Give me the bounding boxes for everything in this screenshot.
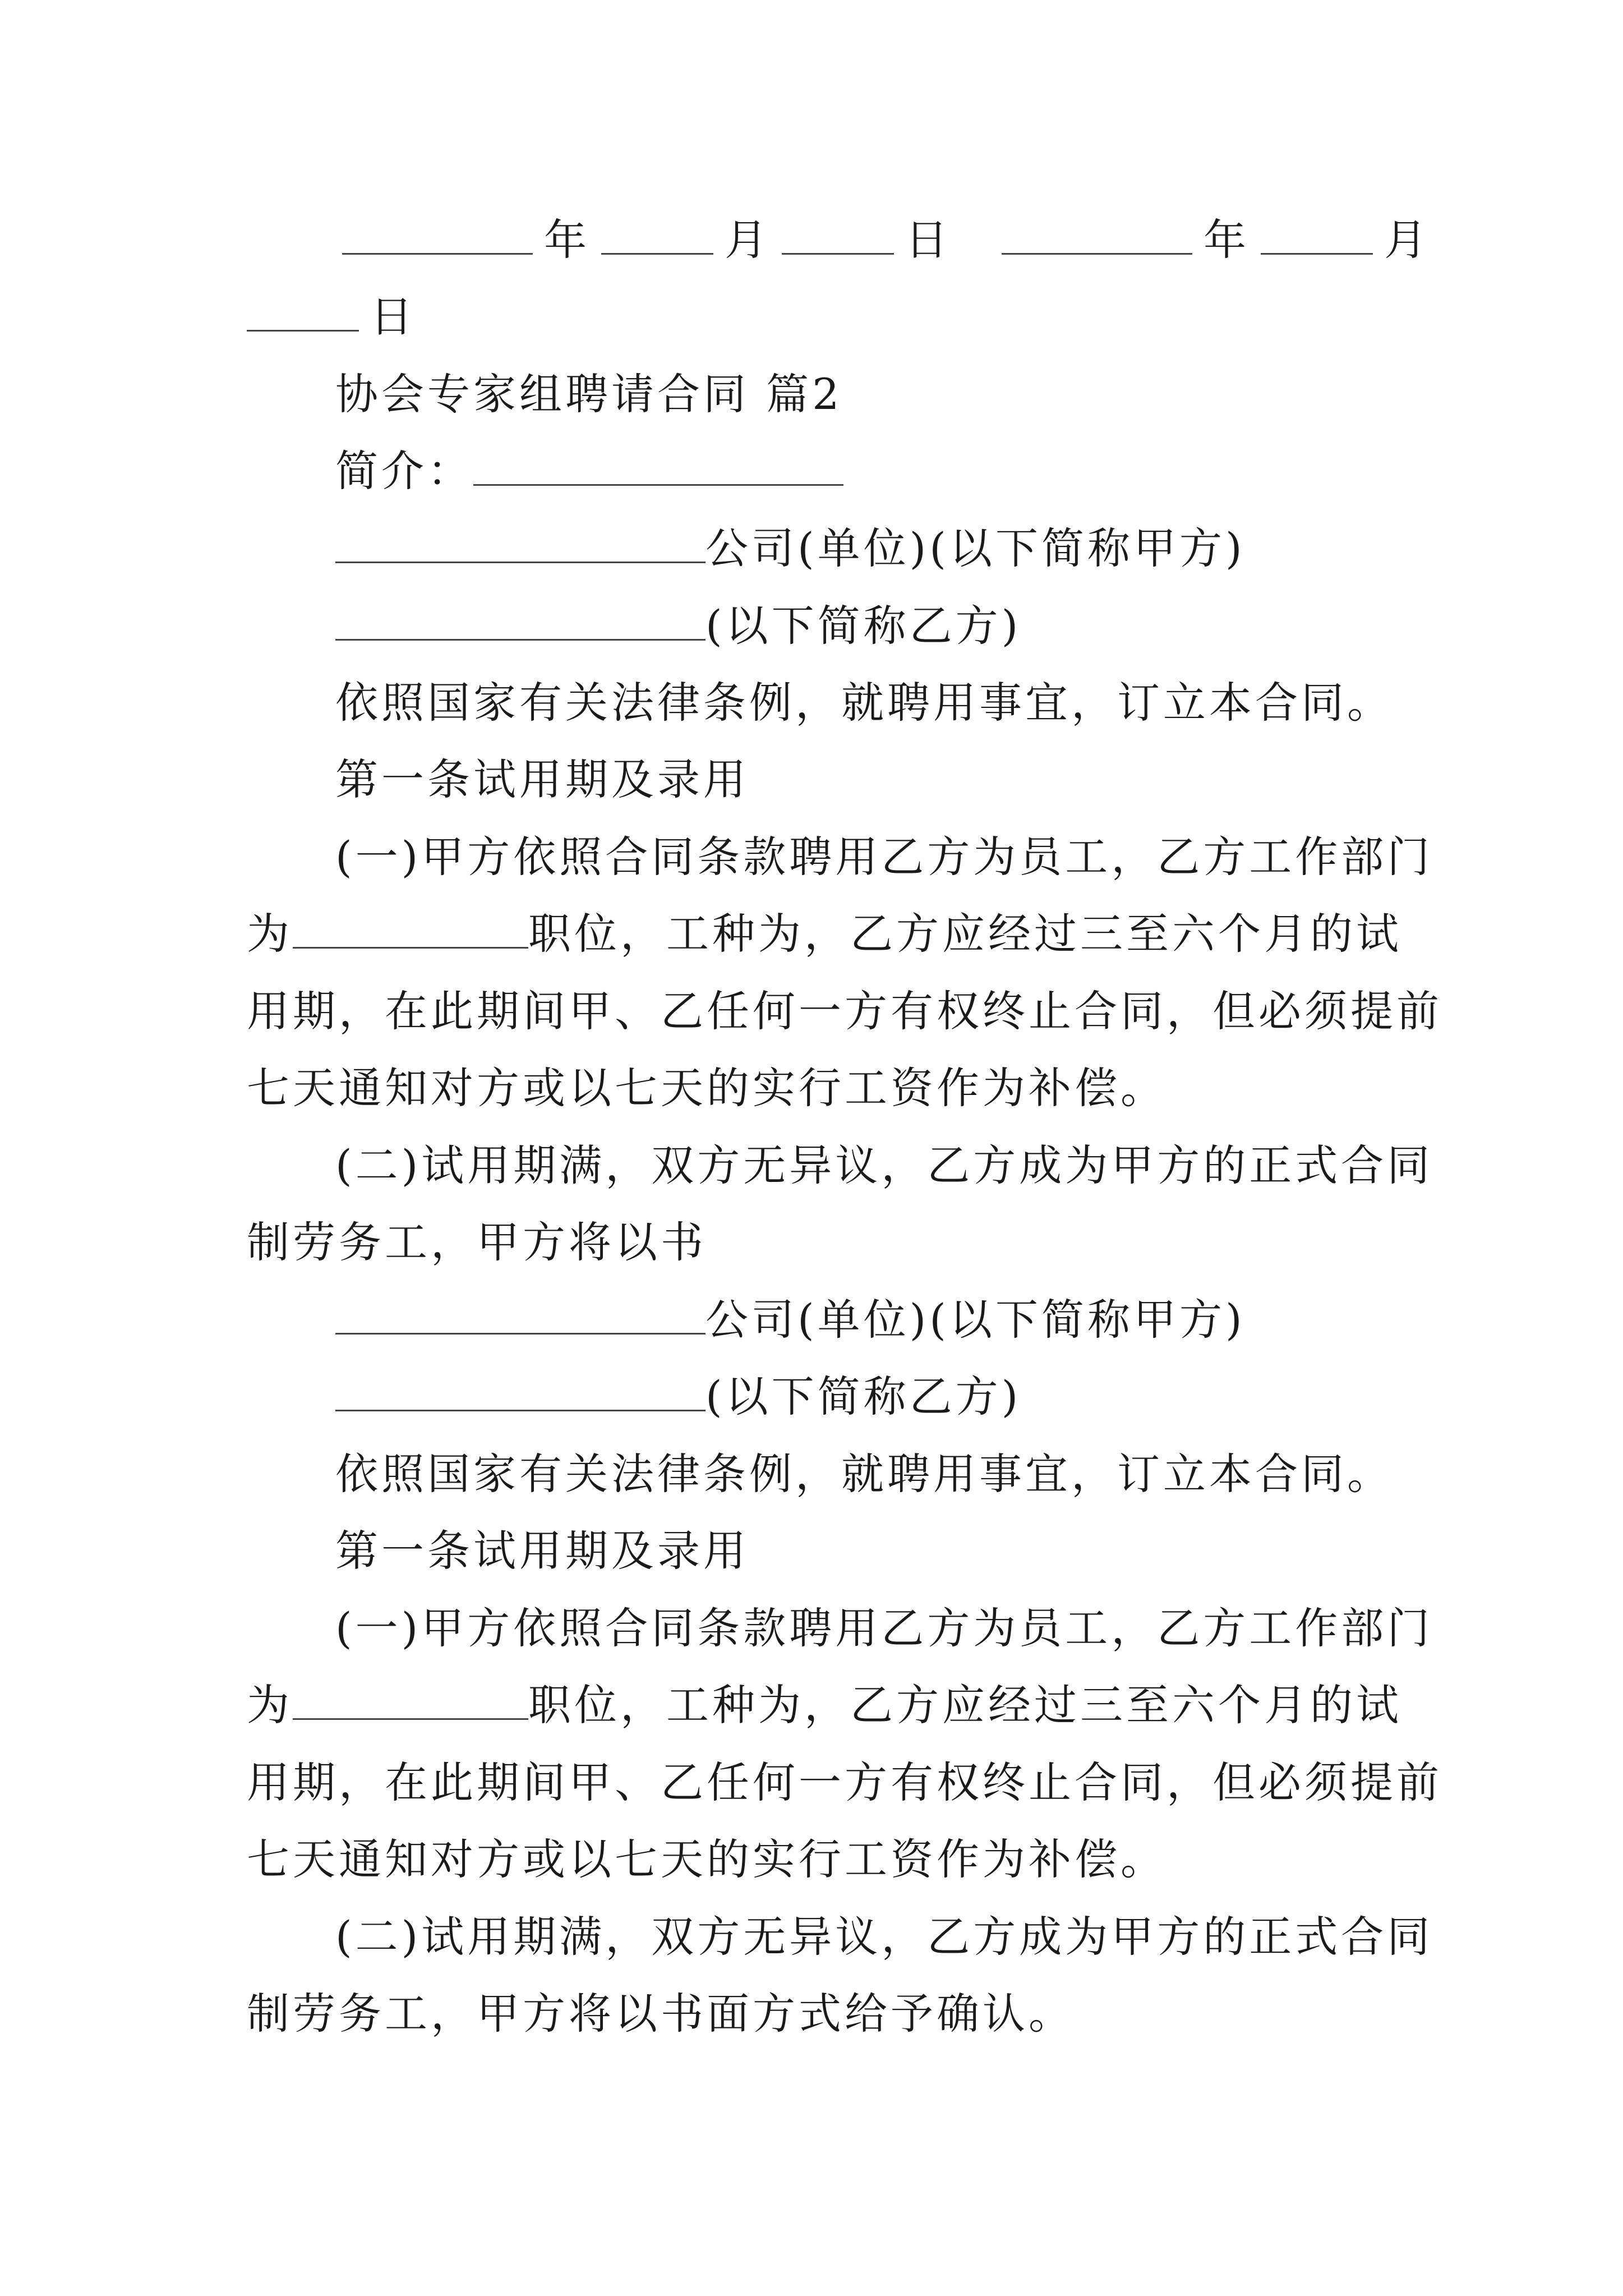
clause-line: (二)试用期满，双方无异议，乙方成为甲方的正式合同 [335, 1912, 1433, 1962]
party-a-text: 公司(单位)(以下简称甲方) [706, 1295, 1246, 1345]
year-label: 年 [1204, 215, 1249, 265]
clause-line: (二)试用期满，双方无异议，乙方成为甲方的正式合同 [335, 1140, 1433, 1190]
clause-text: 职位，工种为，乙方应经过三至六个月的试 [528, 909, 1402, 959]
clause-line: 用期，在此期间甲、乙任何一方有权终止合同，但必须提前 [247, 1757, 1442, 1807]
day-blank [247, 293, 359, 332]
clause-line: 七天通知对方或以七天的实行工资作为补偿。 [247, 1834, 1166, 1884]
clause-line: 制劳务工，甲方将以书 [247, 1217, 707, 1267]
section-heading: 协会专家组聘请合同 篇2 [335, 369, 843, 419]
clause-line: (一)甲方依照合同条款聘用乙方为员工，乙方工作部门 [335, 832, 1433, 882]
party-b-blank [335, 602, 706, 641]
year-label: 年 [544, 215, 590, 265]
intro-blank [473, 447, 843, 486]
month-label: 月 [1384, 215, 1430, 265]
party-b-line [335, 1370, 1391, 1432]
article-title: 第一条试用期及录用 [335, 1526, 749, 1576]
party-a-line [335, 1293, 1391, 1355]
month-blank [1261, 216, 1373, 255]
clause-text: 为 [247, 1680, 293, 1730]
clause-line: 制劳务工，甲方将以书面方式给予确认。 [247, 1989, 1075, 2039]
party-b-text: (以下简称乙方) [706, 601, 1022, 651]
party-a-blank [335, 524, 706, 563]
party-a-text: 公司(单位)(以下简称甲方) [706, 523, 1246, 573]
month-label: 月 [725, 215, 771, 265]
party-b-line [335, 599, 1391, 661]
date-line [247, 213, 1430, 275]
party-b-blank [335, 1373, 706, 1411]
clause-line [247, 1678, 1402, 1740]
year-blank [342, 216, 533, 255]
party-a-blank [335, 1296, 706, 1335]
clause-line: (一)甲方依照合同条款聘用乙方为员工，乙方工作部门 [335, 1603, 1433, 1653]
party-a-line [335, 522, 1391, 583]
clause-text: 为 [247, 909, 293, 959]
intro-line [335, 444, 1391, 506]
year-blank [1002, 216, 1192, 255]
day-blank [782, 216, 894, 255]
day-label: 日 [905, 215, 951, 265]
clause-text: 职位，工种为，乙方应经过三至六个月的试 [528, 1680, 1402, 1730]
clause-line [247, 907, 1402, 969]
party-b-text: (以下简称乙方) [706, 1372, 1022, 1421]
position-blank [293, 1681, 528, 1720]
basis-paragraph: 依照国家有关法律条例，就聘用事宜，订立本合同。 [335, 678, 1393, 728]
intro-label: 简介： [335, 446, 473, 496]
basis-paragraph: 依照国家有关法律条例，就聘用事宜，订立本合同。 [335, 1449, 1393, 1499]
position-blank [293, 910, 528, 949]
day-label: 日 [370, 292, 416, 342]
month-blank [601, 216, 713, 255]
clause-line: 七天通知对方或以七天的实行工资作为补偿。 [247, 1063, 1166, 1113]
clause-line: 用期，在此期间甲、乙任何一方有权终止合同，但必须提前 [247, 986, 1442, 1036]
article-title: 第一条试用期及录用 [335, 754, 749, 804]
date-line-cont [247, 290, 1391, 352]
